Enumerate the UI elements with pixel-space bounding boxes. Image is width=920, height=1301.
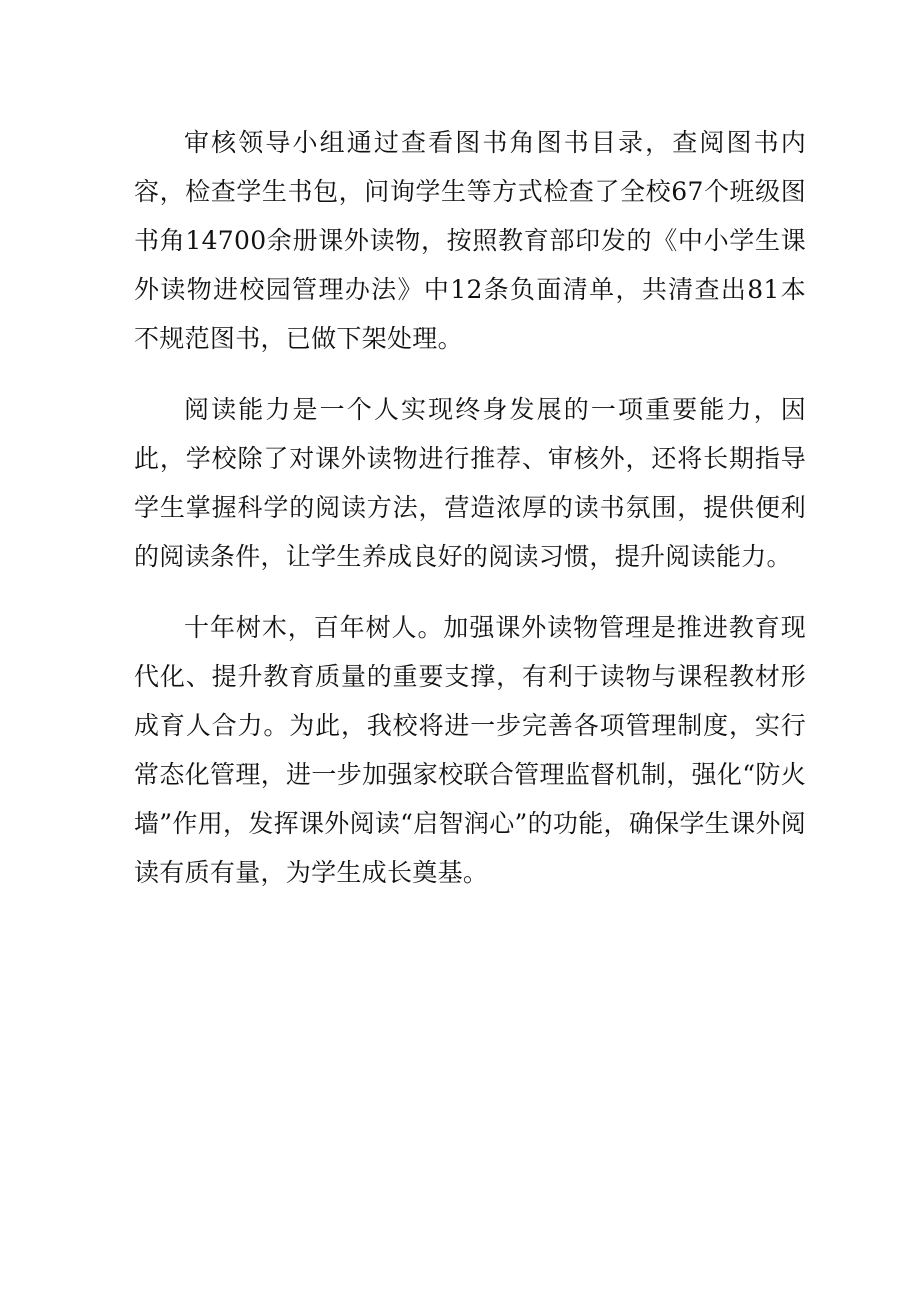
paragraph-reading-ability: 阅读能力是一个人实现终身发展的一项重要能力，因此，学校除了对课外读物进行推荐、审核外，还将长期指导学生掌握科学的阅读方法，营造浓厚的读书氛围，提供便利的阅读条件，让学生养成良好的阅读习惯，提升阅读能力。 xyxy=(134,395,806,571)
paragraph-review-results: 审核领导小组通过查看图书角图书目录，查阅图书内容，检查学生书包，问询学生等方式检查了全校67个班级图书角14700余册课外读物，按照教育部印发的《中小学生课外读物进校园管理办法》中12条负面清单，共清查出81本不规范图书，已做下架处理。 xyxy=(134,128,806,353)
document-body xyxy=(134,118,806,919)
paragraph-management-plan: 十年树木，百年树人。加强课外读物管理是推进教育现代化、提升教育质量的重要支撑，有利于读物与课程教材形成育人合力。为此，我校将进一步完善各项管理制度，实行常态化管理，进一步加强家校联合管理监督机制，强化“防火墙”作用，发挥课外阅读“启智润心”的功能，确保学生课外阅读有质有量，为学生成长奠基。 xyxy=(134,613,806,887)
